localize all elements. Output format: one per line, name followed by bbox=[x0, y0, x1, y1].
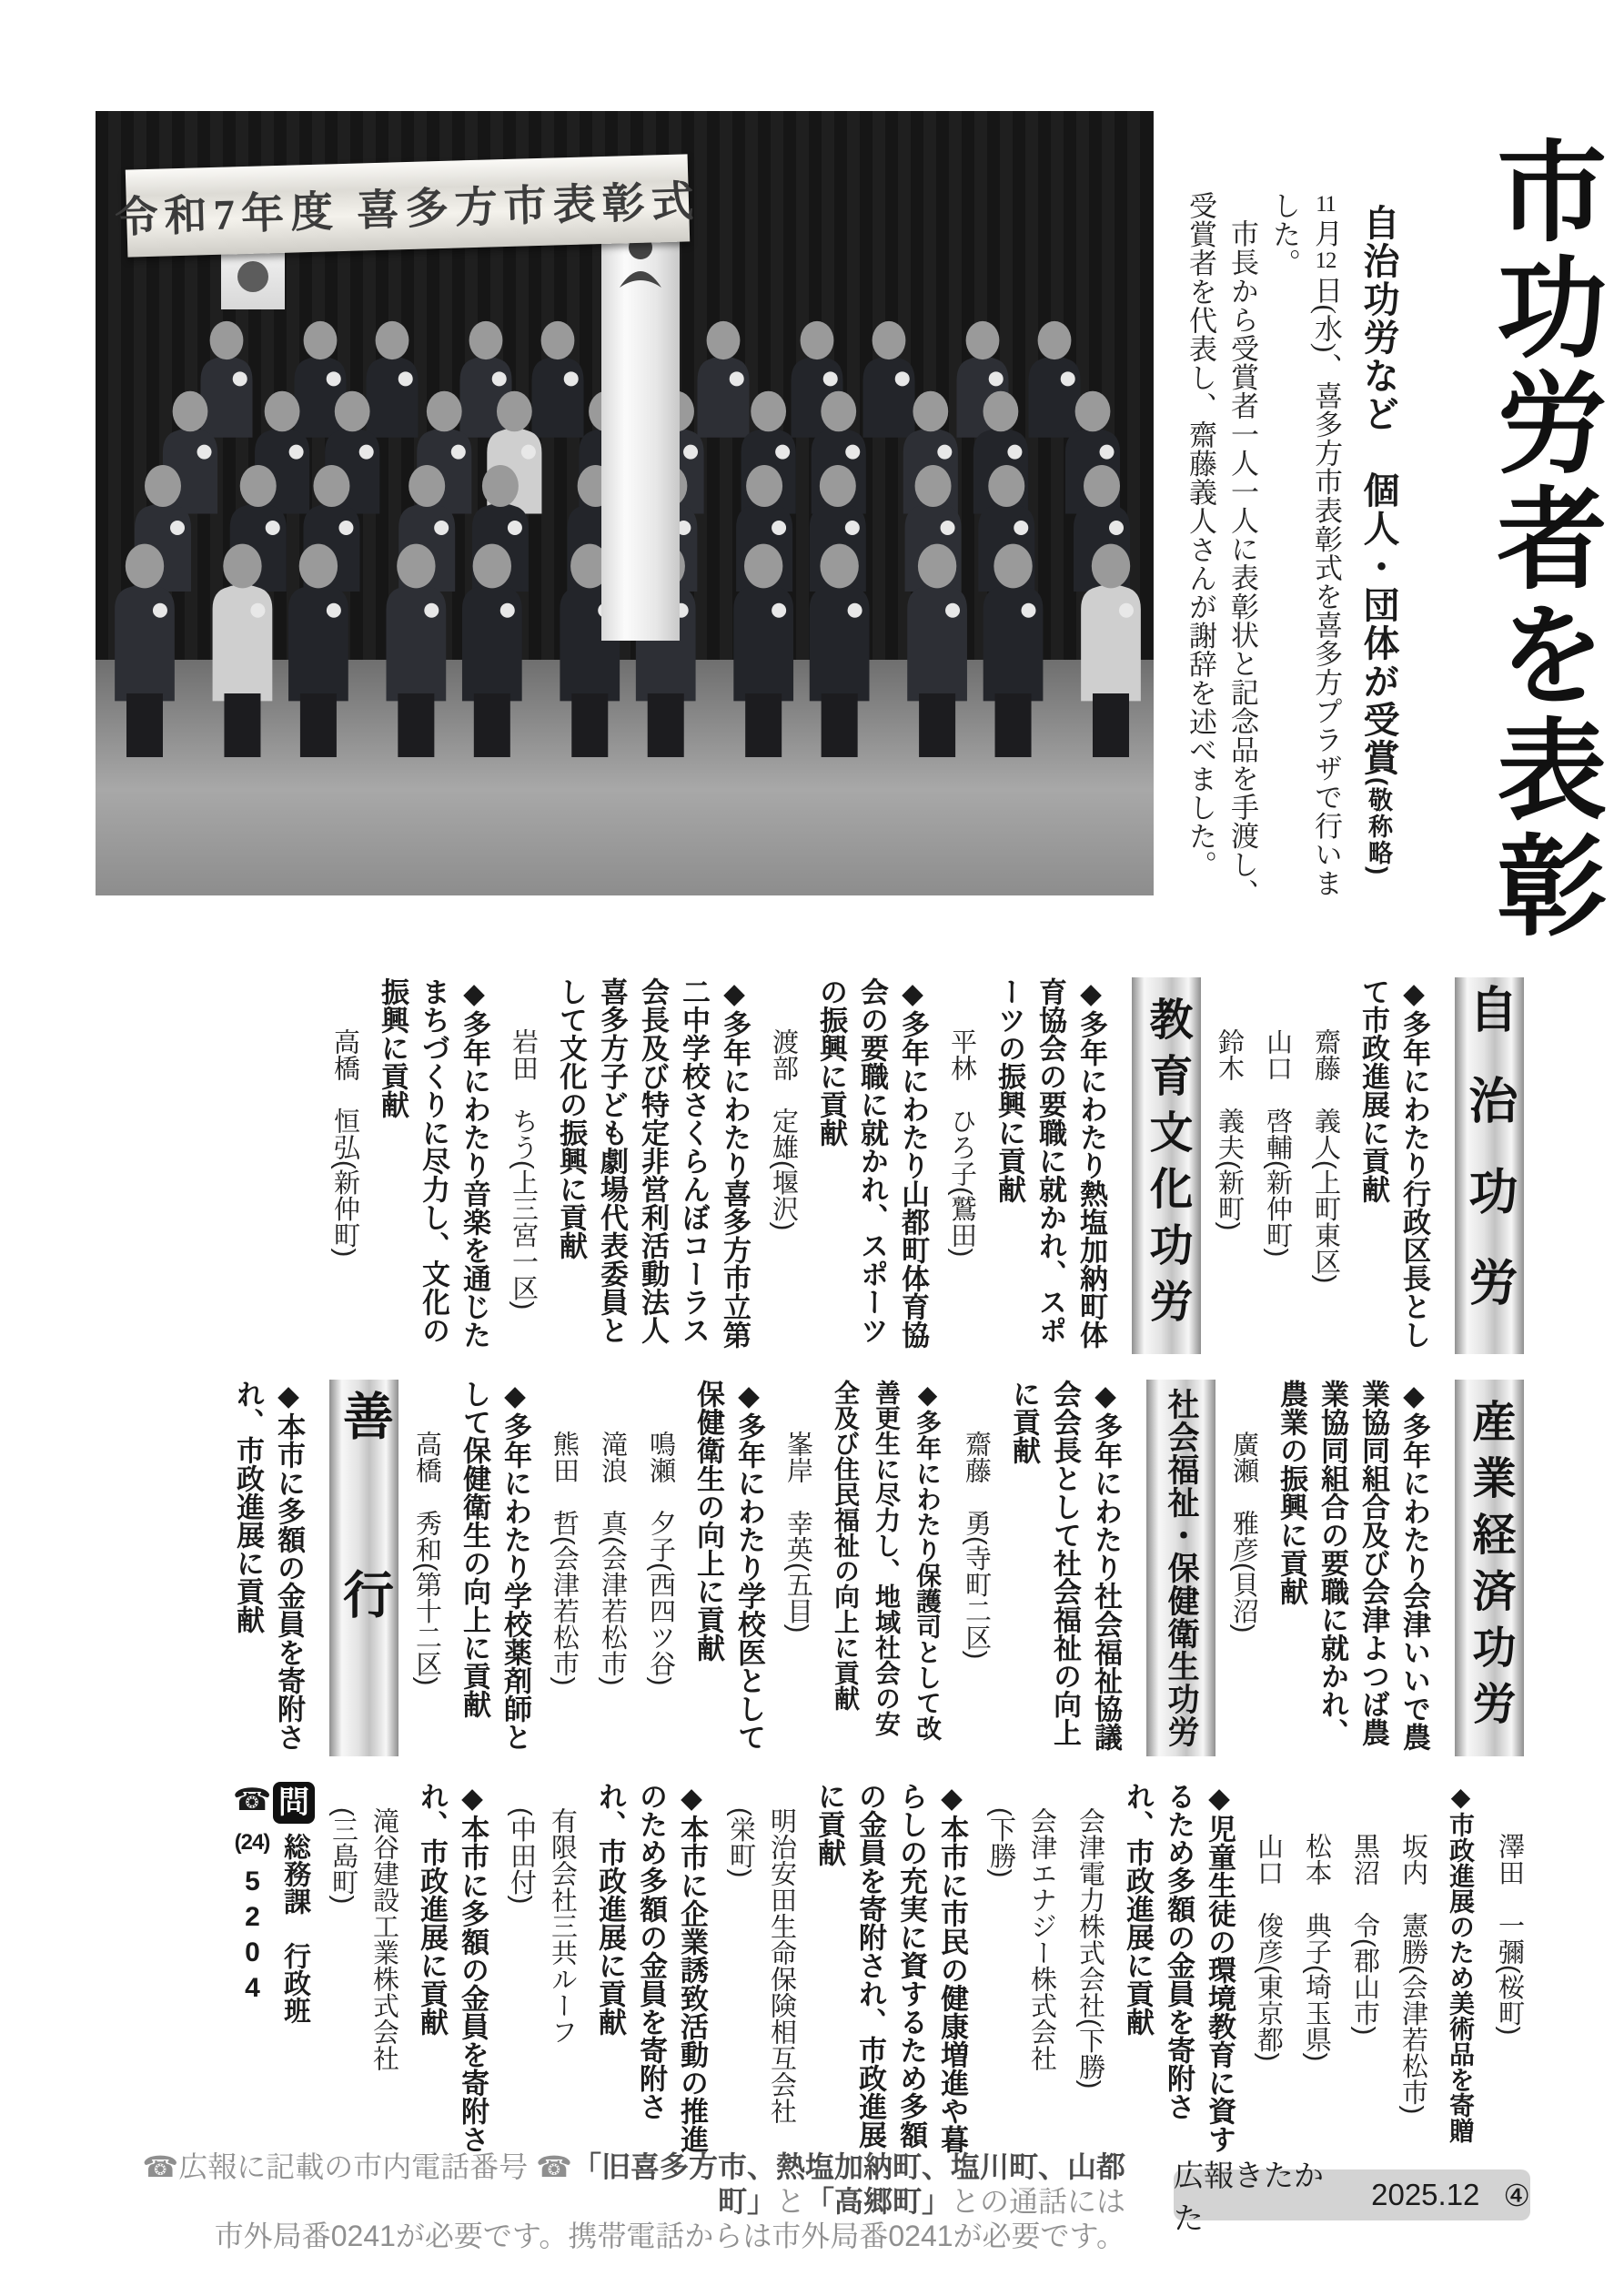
text-column-line: ◆市政進展のため美術品を寄贈 bbox=[1447, 1782, 1475, 2143]
stage-drape bbox=[601, 213, 680, 641]
text-column-line: の振興に貢献 bbox=[815, 977, 847, 1147]
text-column-line: 二中学校さくらんぼコーラス bbox=[678, 977, 710, 1344]
awardee-organization bbox=[980, 1782, 1062, 2155]
text-column-line: (中田付) bbox=[507, 1807, 536, 1905]
text-column-line: れ、市政進展に貢献 bbox=[1122, 1782, 1154, 2036]
intro-text bbox=[1165, 191, 1347, 912]
page-subtitle bbox=[1357, 204, 1399, 950]
text-column-line: 善更生に尽力し、地域社会の安 bbox=[873, 1380, 901, 1736]
awardee-name bbox=[777, 1380, 818, 1756]
text-column-line: れ、市政進展に貢献 bbox=[594, 1782, 626, 2036]
ceremony-banner-text: 令和7年度 喜多方市表彰式 bbox=[114, 177, 701, 242]
text-column-line: 山口 啓輔(新仲町) bbox=[1263, 1028, 1292, 1258]
text-column-line: 岩田 ちう(上三宮一区) bbox=[509, 1028, 538, 1310]
section-bar bbox=[1146, 1380, 1215, 1756]
text-column-line: ◆多年にわたり学校薬剤師と bbox=[499, 1380, 531, 1751]
text-column-line: 会津エナジー株式会社 bbox=[1027, 1807, 1056, 2071]
text-column-line: 松本 典子(埼玉県) bbox=[1302, 1833, 1331, 2062]
footer-line1-takasato: 「高郷町」 bbox=[804, 2185, 951, 2218]
text-column-line: ◆児童生徒の環境教育に資す bbox=[1204, 1782, 1236, 2153]
text-column-line: ◆本市に多額の金員を寄附さ bbox=[273, 1380, 305, 1751]
text-column-line: 業協同組合の要職に就かれ、 bbox=[1316, 1380, 1348, 1746]
inquiry-icon: 問 bbox=[273, 1782, 315, 1824]
footer-line1-and: と bbox=[775, 2185, 805, 2218]
intro-paragraph: 市長から受賞者一人一人に表彰状と記念品を手渡し、受賞者を代表し、齋藤義人さんが謝辞を述べました。 bbox=[1185, 191, 1258, 907]
text-column-line: (三島町) bbox=[328, 1807, 358, 1905]
text-column-line: 会会長として社会福祉の向上 bbox=[1049, 1380, 1081, 1746]
text-column-line: 熊田 哲(会津若松市) bbox=[550, 1431, 579, 1686]
subtitle-note: (敬称略) bbox=[1365, 777, 1392, 876]
text-column-line: 喜多方子ども劇場代表委員と bbox=[596, 977, 628, 1344]
text-column-line: 会津電力株式会社(下勝) bbox=[1075, 1807, 1105, 2089]
text-column-line: 齋藤 勇(寺町二区) bbox=[962, 1431, 991, 1660]
awardee-name bbox=[1296, 1782, 1337, 2155]
awardee-name bbox=[1344, 1782, 1385, 2155]
award-citation bbox=[1440, 1782, 1481, 2155]
awardee-name bbox=[1488, 1782, 1529, 2155]
section-bar-label: 社会福祉・保健衛生功労 bbox=[1164, 1388, 1199, 1748]
ceremony-banner bbox=[114, 154, 701, 257]
text-column-line: 高橋 秀和(第十二区) bbox=[412, 1431, 441, 1686]
text-column-line: に貢献 bbox=[1008, 1380, 1040, 1464]
subtitle-text: 自治功労など 個人・団体が受賞 bbox=[1358, 204, 1398, 777]
text-column-line: 保健衛生の向上に貢献 bbox=[692, 1380, 724, 1662]
award-citation bbox=[1004, 1380, 1126, 1756]
awardee-name bbox=[543, 1380, 584, 1756]
text-column-line: 平林 ひろ子(鷲田) bbox=[947, 1028, 976, 1258]
text-column-line: 振興に貢献 bbox=[377, 977, 409, 1118]
text-column-line: 全及び住民福祉の向上に貢献 bbox=[832, 1380, 860, 1711]
award-citation bbox=[1271, 1380, 1435, 1756]
contact-dept: 総務課 行政班 bbox=[279, 1833, 309, 2024]
contact-block bbox=[231, 1782, 315, 2155]
awardee-organization bbox=[1069, 1782, 1110, 2155]
text-column-line: ◆多年にわたり喜多方市立第 bbox=[719, 977, 751, 1349]
text-column-line: 齋藤 義人(上町東区) bbox=[1311, 1028, 1340, 1284]
text-column-line: ◆本市に多額の金員を寄附さ bbox=[457, 1782, 489, 2153]
awardee-organization bbox=[322, 1782, 404, 2155]
section-bar bbox=[1455, 1380, 1524, 1756]
footer-line1-tail: との通話には bbox=[950, 2185, 1125, 2218]
awardee-name bbox=[1392, 1782, 1433, 2155]
text-column-line: 滝浪 真(会津若松市) bbox=[598, 1431, 627, 1686]
awardee-name bbox=[1305, 977, 1346, 1354]
footer-line-1 bbox=[105, 2149, 1125, 2219]
text-column-line: まちづくりに尽力し、文化の bbox=[418, 977, 449, 1344]
text-column-line: して文化の振興に貢献 bbox=[555, 977, 587, 1259]
award-citation bbox=[590, 1782, 712, 2155]
awardee-name bbox=[591, 1380, 632, 1756]
text-column-line: の金員を寄附され、市政進展 bbox=[854, 1782, 886, 2149]
text-column-line: (栄町) bbox=[726, 1807, 755, 1878]
text-column-line: 会長及び特定非営利活動法人 bbox=[637, 977, 669, 1344]
award-citation bbox=[1117, 1782, 1240, 2155]
awardee-name bbox=[1223, 1380, 1264, 1756]
text-column-line: 鳴瀬 夕子(西四ツ谷) bbox=[646, 1431, 675, 1686]
text-column-line: 廣瀬 雅彦(貝沼) bbox=[1229, 1431, 1258, 1633]
text-column-line: ◆本市に企業誘致活動の推進 bbox=[676, 1782, 708, 2153]
publication-issue: 2025.12 bbox=[1371, 2178, 1480, 2211]
award-citation bbox=[454, 1380, 536, 1756]
award-citation bbox=[811, 977, 933, 1354]
text-column-line: ◆多年にわたり会津いいで農 bbox=[1398, 1380, 1430, 1751]
text-column-line: 山口 俊彦(東京都) bbox=[1254, 1833, 1283, 2062]
text-column-line: 峯岸 幸英(五目) bbox=[783, 1431, 812, 1633]
award-citation bbox=[825, 1380, 948, 1756]
awardee-name bbox=[1208, 977, 1249, 1354]
text-column-line: て市政進展に貢献 bbox=[1357, 977, 1389, 1203]
text-column-line: ◆本市に市民の健康増進や暮 bbox=[936, 1782, 968, 2153]
footer-line-2: 市外局番0241が必要です。携帯電話からは市外局番0241が必要です。 bbox=[214, 2220, 1125, 2252]
text-column-line: 澤田 一彌(桜町) bbox=[1495, 1833, 1524, 2036]
awardee-name bbox=[1247, 1782, 1288, 2155]
page-title: 市功労者を表彰 bbox=[1479, 135, 1602, 944]
award-citation bbox=[809, 1782, 973, 2155]
award-citation bbox=[227, 1380, 309, 1756]
text-column-line: 坂内 憲勝(会津若松市) bbox=[1398, 1833, 1427, 2115]
awardee-name bbox=[502, 977, 543, 1354]
section-bar-label: 善行 bbox=[336, 1390, 392, 1746]
text-column-line: ◆多年にわたり熱塩加納町体 bbox=[1075, 977, 1107, 1349]
text-column-line: れ、市政進展に貢献 bbox=[416, 1782, 448, 2036]
awardee-name bbox=[406, 1380, 447, 1756]
text-column-line: 滝谷建設工業株式会社 bbox=[369, 1807, 398, 2071]
award-citation bbox=[989, 977, 1112, 1354]
text-column-line: 会の要職に就かれ、スポーツ bbox=[856, 977, 888, 1344]
awardee-name bbox=[762, 977, 803, 1354]
text-column-line: ◆多年にわたり学校医として bbox=[733, 1380, 765, 1751]
ceremony-photo bbox=[96, 111, 1154, 895]
publication-badge bbox=[1174, 2159, 1530, 2235]
text-column-line: るため多額の金員を寄附さ bbox=[1163, 1782, 1195, 2120]
phone-icon: ☎ bbox=[235, 1782, 269, 1818]
footer-note bbox=[105, 2149, 1125, 2253]
text-column-line: ◆多年にわたり音楽を通じた bbox=[459, 977, 490, 1349]
award-citation bbox=[688, 1380, 770, 1756]
award-citation bbox=[411, 1782, 493, 2155]
text-column-line: 黒沼 令(郡山市) bbox=[1350, 1833, 1379, 2036]
awardee-organization bbox=[720, 1782, 802, 2155]
text-column-line: 高橋 恒弘(新仲町) bbox=[330, 1028, 359, 1258]
text-column-line: に貢献 bbox=[813, 1782, 845, 1866]
section-bar bbox=[1455, 977, 1524, 1354]
text-column-line: 業協同組合及び会津よつば農 bbox=[1357, 1380, 1389, 1746]
text-column-line: ◆多年にわたり社会福祉協議 bbox=[1090, 1380, 1122, 1751]
award-citation bbox=[550, 977, 755, 1354]
text-column-line: 農業の振興に貢献 bbox=[1276, 1380, 1307, 1605]
text-column-line: 渡部 定雄(堰沢) bbox=[769, 1028, 798, 1231]
text-column-line: らしの充実に資するため多額 bbox=[895, 1782, 927, 2149]
phone-number: 5204 bbox=[237, 1866, 267, 2008]
text-column-line: (下勝) bbox=[986, 1807, 1015, 1878]
text-column-line: 鈴木 義夫(新町) bbox=[1215, 1028, 1244, 1231]
awardee-name bbox=[324, 977, 365, 1354]
intro-paragraph: 11月12日(水)、喜多方市表彰式を喜多方プラザで行いました。 bbox=[1268, 191, 1342, 898]
section-bar bbox=[1132, 977, 1201, 1354]
publication-page-number: ④ bbox=[1503, 2178, 1530, 2212]
awards-row-1 bbox=[96, 977, 1529, 1354]
awards-row-2 bbox=[96, 1380, 1529, 1756]
footer-line1-towns: 「旧喜多方市、熱塩加納町、塩川町、山都町」 bbox=[571, 2150, 1125, 2218]
text-column-line: ◆多年にわたり行政区長とし bbox=[1398, 977, 1430, 1349]
section-bar bbox=[329, 1380, 398, 1756]
awardee-name bbox=[955, 1380, 996, 1756]
publication-name: 広報きたかた bbox=[1174, 2159, 1324, 2235]
section-bar-label: 教育文化功労 bbox=[1143, 996, 1191, 1335]
awardee-name bbox=[941, 977, 982, 1354]
award-citation bbox=[1353, 977, 1435, 1354]
text-column-line: して保健衛生の向上に貢献 bbox=[459, 1380, 490, 1718]
text-column-line: 明治安田生命保険相互会社 bbox=[767, 1807, 796, 2124]
awardee-organization bbox=[500, 1782, 582, 2155]
award-citation bbox=[372, 977, 495, 1354]
text-column-line: 有限会社三共ルーフ bbox=[548, 1807, 577, 2045]
text-column-line: 育協会の要職に就かれ、スポ bbox=[1034, 977, 1066, 1344]
footer-line1-gray: ☎広報に記載の市内電話番号 ☎ bbox=[142, 2150, 572, 2183]
awardee-name bbox=[640, 1380, 681, 1756]
text-column-line: ◆多年にわたり保護司として改 bbox=[913, 1380, 942, 1741]
text-column-line: ーツの振興に貢献 bbox=[994, 977, 1025, 1203]
text-column-line: れ、市政進展に貢献 bbox=[232, 1380, 264, 1633]
section-bar-label: 自治功労 bbox=[1462, 984, 1517, 1348]
text-column-line: ◆多年にわたり山都町体育協 bbox=[897, 977, 929, 1349]
section-bar-label: 産業経済功労 bbox=[1466, 1399, 1514, 1737]
phone-area-code: (24) bbox=[234, 1830, 270, 1855]
awardee-name bbox=[1256, 977, 1297, 1354]
awards-row-3 bbox=[96, 1782, 1529, 2155]
text-column-line: のため多額の金員を寄附さ bbox=[635, 1782, 667, 2120]
